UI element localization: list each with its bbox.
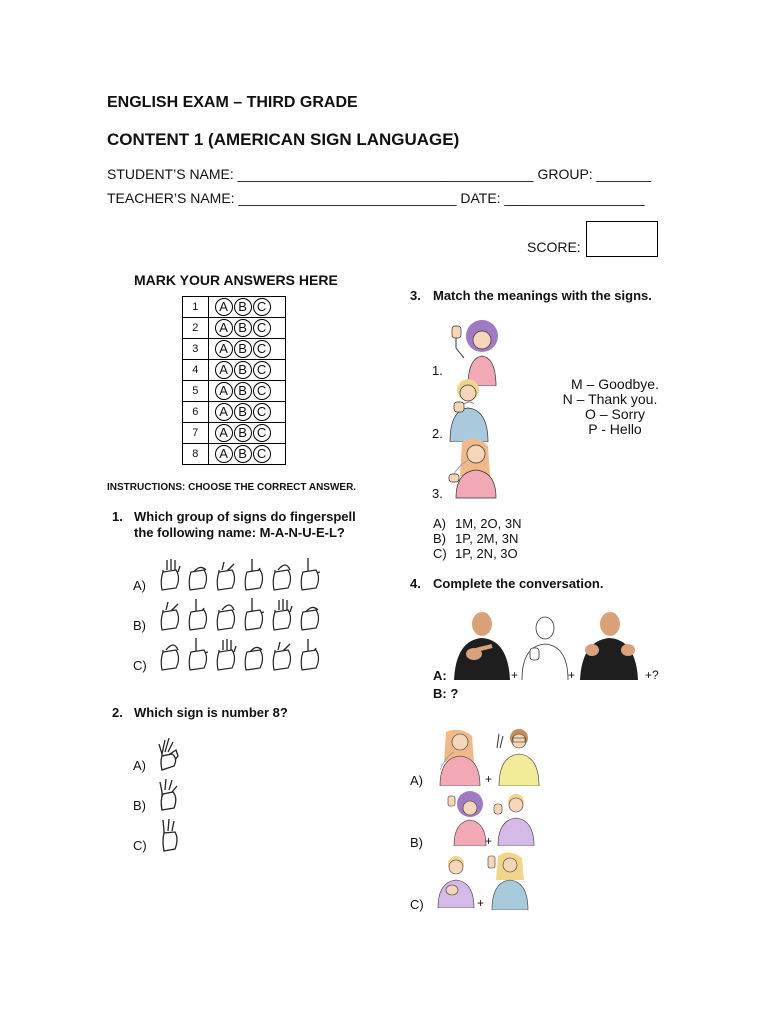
- answer-sheet-row: [183, 423, 286, 444]
- answer-bubble-b[interactable]: B: [234, 445, 252, 463]
- q2-option-a-label[interactable]: A): [133, 758, 146, 773]
- answer-sheet-row: [183, 297, 286, 318]
- q1-option-b-hands[interactable]: [158, 596, 322, 632]
- fingerspell-hand-icon: [298, 596, 322, 632]
- answer-bubble-b[interactable]: B: [234, 382, 252, 400]
- answer-sheet-row-number: 4: [183, 360, 209, 381]
- fingerspell-hand-icon: [186, 556, 210, 592]
- q3-answer-c-label: C): [433, 546, 447, 561]
- q2-option-c-label[interactable]: C): [133, 838, 147, 853]
- answer-sheet-row-number: 2: [183, 318, 209, 339]
- fingerspell-hand-icon: [298, 636, 322, 672]
- fingerspell-hand-icon: [270, 636, 294, 672]
- score-label: SCORE:: [527, 239, 581, 255]
- fingerspell-hand-icon: [214, 596, 238, 632]
- answer-sheet-bubbles: [208, 444, 285, 465]
- answer-bubble-a[interactable]: A: [215, 403, 233, 421]
- answer-bubble-c[interactable]: C: [253, 382, 271, 400]
- q4-a-plus: +: [485, 772, 493, 786]
- q1-option-c-label[interactable]: C): [133, 658, 147, 673]
- answer-sheet-bubbles: [208, 360, 285, 381]
- q4-man-signing-2-icon: [578, 610, 640, 680]
- answer-sheet-bubbles: [208, 402, 285, 423]
- answer-sheet-row-number: 5: [183, 381, 209, 402]
- q4-plus-question: +?: [645, 668, 659, 682]
- q2-sign-a-icon[interactable]: [156, 736, 182, 772]
- q2-number: 2.: [112, 705, 123, 720]
- answer-bubble-c[interactable]: C: [253, 319, 271, 337]
- fingerspell-hand-icon: [158, 556, 182, 592]
- answer-sheet-bubbles: [208, 339, 285, 360]
- q4-option-a-label[interactable]: A): [410, 773, 423, 788]
- q4-plus-1: +: [511, 668, 519, 682]
- answer-sheet-bubbles: [208, 297, 285, 318]
- q3-answer-b-text: 1P, 2M, 3N: [455, 531, 519, 546]
- q4-person-outline-icon: [518, 614, 570, 680]
- q3-answer-a[interactable]: [433, 516, 521, 531]
- q1-option-a-hands[interactable]: [158, 556, 322, 592]
- answer-sheet-row: [183, 402, 286, 423]
- q2-text: Which sign is number 8?: [134, 705, 288, 720]
- fingerspell-hand-icon: [242, 556, 266, 592]
- answer-bubble-b[interactable]: B: [234, 340, 252, 358]
- q3-answer-a-label: A): [433, 516, 446, 531]
- answer-bubble-a[interactable]: A: [215, 445, 233, 463]
- q4-option-b-label[interactable]: B): [410, 835, 423, 850]
- answer-sheet-bubbles: [208, 423, 285, 444]
- answer-sheet-row: [183, 339, 286, 360]
- student-name-line: STUDENT’S NAME: ______________________________________ GROUP: _______: [107, 166, 652, 182]
- answer-bubble-a[interactable]: A: [215, 340, 233, 358]
- answer-bubble-c[interactable]: C: [253, 424, 271, 442]
- answer-bubble-a[interactable]: A: [215, 319, 233, 337]
- answer-bubble-a[interactable]: A: [215, 424, 233, 442]
- score-box[interactable]: [586, 221, 658, 257]
- fingerspell-hand-icon: [242, 596, 266, 632]
- q1-number: 1.: [112, 509, 123, 524]
- q3-answer-b-label: B): [433, 531, 446, 546]
- q3-number: 3.: [410, 288, 421, 303]
- answer-sheet-row: [183, 381, 286, 402]
- answer-bubble-b[interactable]: B: [234, 424, 252, 442]
- instructions: INSTRUCTIONS: CHOOSE THE CORRECT ANSWER.: [107, 482, 357, 493]
- fingerspell-hand-icon: [186, 636, 210, 672]
- teacher-name-line: TEACHER’S NAME: ____________________________ DATE: __________________: [107, 190, 645, 206]
- q4-text: Complete the conversation.: [433, 576, 604, 591]
- answer-sheet-row-number: 6: [183, 402, 209, 423]
- q3-pic-label-2: 2.: [432, 426, 443, 441]
- q3-pic-label-1: 1.: [432, 363, 443, 378]
- fingerspell-hand-icon: [298, 556, 322, 592]
- fingerspell-hand-icon: [214, 636, 238, 672]
- answer-sheet-bubbles: [208, 318, 285, 339]
- answer-bubble-b[interactable]: B: [234, 361, 252, 379]
- q1-option-b-label[interactable]: B): [133, 618, 146, 633]
- answer-sheet-title: MARK YOUR ANSWERS HERE: [134, 272, 338, 288]
- answer-sheet-row: [183, 360, 286, 381]
- q3-answer-a-text: 1M, 2O, 3N: [455, 516, 522, 531]
- q3-answer-c[interactable]: [433, 546, 521, 561]
- q3-answer-c-text: 1P, 2N, 3O: [455, 546, 518, 561]
- q2-option-b-label[interactable]: B): [133, 798, 146, 813]
- q4-b-plus: +: [485, 834, 493, 848]
- q4-a-person-thankyou-icon[interactable]: [434, 728, 486, 786]
- q4-b-person-boy-icon[interactable]: [492, 790, 536, 846]
- answer-bubble-c[interactable]: C: [253, 340, 271, 358]
- q3-meaning-m: M – Goodbye.: [571, 376, 659, 392]
- answer-sheet-row: [183, 444, 286, 465]
- q1-text: Which group of signs do fingerspell the following name: M-A-N-U-E-L?: [134, 509, 356, 540]
- q4-c-plus: +: [477, 896, 485, 910]
- answer-bubble-b[interactable]: B: [234, 319, 252, 337]
- answer-bubble-b[interactable]: B: [234, 403, 252, 421]
- answer-bubble-c[interactable]: C: [253, 403, 271, 421]
- q3-pic-label-3: 3.: [432, 486, 443, 501]
- answer-bubble-c[interactable]: C: [253, 445, 271, 463]
- fingerspell-hand-icon: [270, 556, 294, 592]
- fingerspell-hand-icon: [270, 596, 294, 632]
- q4-b-label: B: ?: [433, 686, 459, 701]
- answer-bubble-a[interactable]: A: [215, 298, 233, 316]
- q4-a-label: A:: [433, 668, 447, 683]
- q2-sign-c-icon[interactable]: [158, 817, 182, 853]
- q3-answer-b[interactable]: [433, 531, 521, 546]
- q3-answer-list: [433, 516, 521, 561]
- content-title: CONTENT 1 (AMERICAN SIGN LANGUAGE): [107, 130, 460, 149]
- answer-bubble-a[interactable]: A: [215, 382, 233, 400]
- q4-option-c-label[interactable]: C): [410, 897, 424, 912]
- answer-sheet: [182, 296, 286, 465]
- fingerspell-hand-icon: [214, 556, 238, 592]
- answer-sheet-row-number: 8: [183, 444, 209, 465]
- fingerspell-hand-icon: [158, 596, 182, 632]
- fingerspell-hand-icon: [242, 636, 266, 672]
- answer-sheet-bubbles: [208, 381, 285, 402]
- answer-bubble-b[interactable]: B: [234, 298, 252, 316]
- answer-bubble-c[interactable]: C: [253, 298, 271, 316]
- q2-sign-b-icon[interactable]: [157, 776, 181, 812]
- q3-text: Match the meanings with the signs.: [433, 288, 652, 303]
- answer-sheet-row: [183, 318, 286, 339]
- answer-sheet-row-number: 7: [183, 423, 209, 444]
- q4-c-person-sorry-icon[interactable]: [434, 852, 478, 908]
- fingerspell-hand-icon: [158, 636, 182, 672]
- q1-option-a-label[interactable]: A): [133, 578, 146, 593]
- q4-c-person-hello-icon[interactable]: [486, 850, 532, 910]
- q4-number: 4.: [410, 576, 421, 591]
- q3-person-3-thankyou-icon: [446, 436, 506, 504]
- q4-plus-2: +: [568, 668, 576, 682]
- q3-meaning-o: O – Sorry: [585, 406, 645, 422]
- q3-meanings: [560, 377, 670, 437]
- q3-meaning-p: P - Hello: [588, 421, 642, 437]
- q3-person-2-goodbye-icon: [446, 374, 506, 442]
- answer-sheet-row-number: 1: [183, 297, 209, 318]
- fingerspell-hand-icon: [186, 596, 210, 632]
- q3-meaning-n: N – Thank you.: [562, 391, 658, 407]
- exam-title: ENGLISH EXAM – THIRD GRADE: [107, 94, 358, 111]
- answer-sheet-row-number: 3: [183, 339, 209, 360]
- q1-option-c-hands[interactable]: [158, 636, 322, 672]
- answer-bubble-a[interactable]: A: [215, 361, 233, 379]
- answer-bubble-c[interactable]: C: [253, 361, 271, 379]
- q4-man-signing-1-icon: [452, 610, 512, 680]
- q4-a-person-boy-icon[interactable]: [493, 726, 541, 786]
